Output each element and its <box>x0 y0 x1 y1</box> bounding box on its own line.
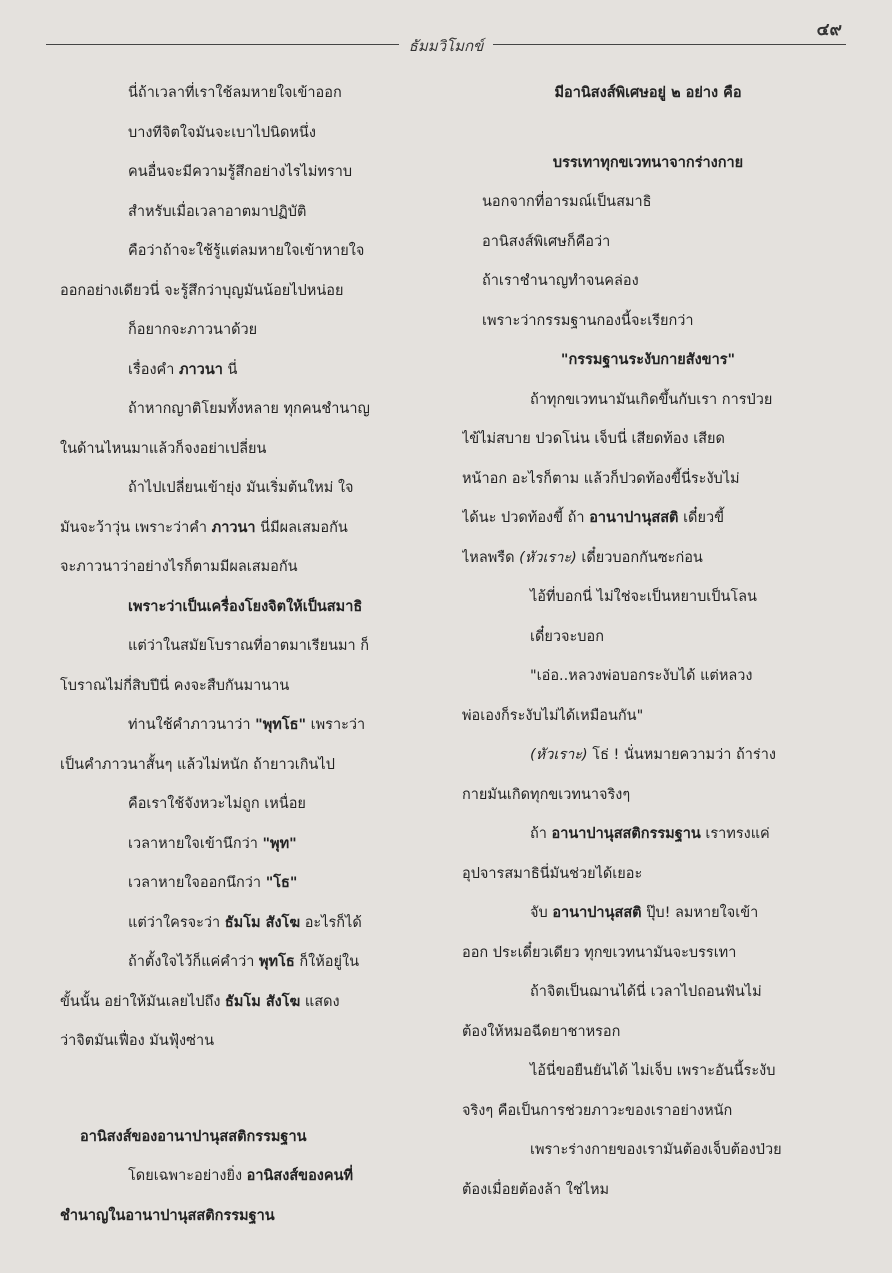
text-line: สำหรับเมื่อเวลาอาตมาปฏิบัติ <box>128 203 307 220</box>
text-line: เรื่องคำ ภาวนา นี่ <box>128 361 238 378</box>
text-line: ออก ประเดี๋ยวเดียว ทุกขเวทนามันจะบรรเทา <box>462 944 737 961</box>
header-title: ธัมมวิโมกข์ <box>399 37 494 55</box>
text-line: ท่านใช้คำภาวนาว่า "พุทโธ" เพราะว่า <box>128 717 366 733</box>
text-line: ในด้านไหนมาแล้วก็จงอย่าเปลี่ยน <box>60 440 267 457</box>
text-line: ถ้าทุกขเวทนามันเกิดขึ้นกับเรา การป่วย <box>530 391 773 408</box>
text-line: โบราณไม่กี่สิบปีนี่ คงจะสืบกันมานาน <box>60 677 290 694</box>
text-line: ไอ้ที่บอกนี่ ไม่ใช่จะเป็นหยาบเป็นโลน <box>530 589 757 605</box>
subheading: เพราะว่าเป็นเครื่องโยงจิตให้เป็นสมาธิ <box>128 598 363 615</box>
text-line: พ่อเองก็ระงับไม่ได้เหมือนกัน" <box>462 707 644 724</box>
text-line: เวลาหายใจออกนึกว่า "โธ" <box>128 875 298 891</box>
text-line: จับ อานาปานุสสติ ปุ๊บ! ลมหายใจเข้า <box>530 905 759 921</box>
text-line: แต่ว่าใครจะว่า ธัมโม สังโฆ อะไรก็ได้ <box>128 914 362 931</box>
text-line: ชำนาญในอานาปานุสสติกรรมฐาน <box>60 1207 275 1224</box>
text-line: จริงๆ คือเป็นการช่วยภาวะของเราอย่างหนัก <box>462 1102 733 1119</box>
text-line: ไข้ไม่สบาย ปวดโน่น เจ็บนี่ เสียดท้อง เสียด <box>462 431 725 447</box>
text-line: แต่ว่าในสมัยโบราณที่อาตมาเรียนมา ก็ <box>128 638 370 654</box>
text-line: กายมันเกิดทุกขเวทนาจริงๆ <box>462 786 631 803</box>
text-line: อานิสงส์พิเศษก็คือว่า <box>482 233 611 250</box>
section-heading: มีอานิสงส์พิเศษอยู่ ๒ อย่าง คือ <box>554 85 742 101</box>
text-line: ถ้าตั้งใจไว้ก็แค่คำว่า พุทโธ ก็ให้อยู่ใน <box>128 954 359 970</box>
text-line: ต้องเมื่อยต้องล้า ใช่ไหม <box>462 1181 610 1198</box>
text-line: จะภาวนาว่าอย่างไรก็ตามมีผลเสมอกัน <box>60 559 298 575</box>
text-line: ถ้า อานาปานุสสติกรรมฐาน เราทรงแค่ <box>530 826 770 842</box>
text-line: ถ้าจิตเป็นฌานได้นี่ เวลาไปถอนฟันไม่ <box>530 984 762 1000</box>
section-heading: บรรเทาทุกขเวทนาจากร่างกาย <box>552 154 744 171</box>
running-header <box>0 34 892 58</box>
text-line: โดยเฉพาะอย่างยิ่ง อานิสงส์ของคนที่ <box>128 1168 354 1184</box>
subheading: "กรรมฐานระงับกายสังขาร" <box>560 352 736 368</box>
text-line: ถ้าหากญาติโยมทั้งหลาย ทุกคนชำนาญ <box>128 401 370 417</box>
left-column <box>60 74 430 1236</box>
text-line: ได้นะ ปวดท้องขี้ ถ้า อานาปานุสสติ เดี๋ยวขี้ <box>462 510 725 526</box>
text-line: ก็อยากจะภาวนาด้วย <box>128 322 258 338</box>
text-line: เป็นคำภาวนาสั้นๆ แล้วไม่หนัก ถ้ายาวเกินไป <box>60 756 335 773</box>
text-line: เพราะร่างกายของเรามันต้องเจ็บต้องป่วย <box>530 1142 782 1158</box>
text-line: ไอ้นี่ขอยืนยันได้ ไม่เจ็บ เพราะอันนี้ระงับ <box>530 1063 776 1079</box>
text-line: เดี๋ยวจะบอก <box>530 628 604 645</box>
text-line: ว่าจิตมันเฟื่อง มันฟุ้งซ่าน <box>60 1033 214 1049</box>
spacer <box>462 114 834 144</box>
page-number: ๔๙ <box>816 20 842 40</box>
text-line: ถ้าไปเปลี่ยนเข้ายุ่ง มันเริ่มต้นใหม่ ใจ <box>128 480 354 496</box>
text-line: ออกอย่างเดียวนี่ จะรู้สึกว่าบุญมันน้อยไปหน่อย <box>60 282 344 299</box>
text-line: มันจะว้าวุ่น เพราะว่าคำ ภาวนา นี่มีผลเสมอกัน <box>60 519 348 536</box>
section-heading: อานิสงส์ของอานาปานุสสติกรรมฐาน <box>80 1128 307 1145</box>
text-line: นี่ถ้าเวลาที่เราใช้ลมหายใจเข้าออก <box>128 85 342 101</box>
text-line: ไหลพรืด (หัวเราะ) เดี๋ยวบอกกันซะก่อน <box>462 549 703 566</box>
text-line: เพราะว่ากรรมฐานกองนี้จะเรียกว่า <box>482 312 694 329</box>
text-line: คือเราใช้จังหวะไม่ถูก เหนื่อย <box>128 796 306 812</box>
text-line: คือว่าถ้าจะใช้รู้แต่ลมหายใจเข้าหายใจ <box>128 243 365 259</box>
text-line: ถ้าเราชำนาญทำจนคล่อง <box>482 273 639 289</box>
text-line: "เอ่อ..หลวงพ่อบอกระงับได้ แต่หลวง <box>530 668 753 684</box>
right-column <box>462 74 834 1210</box>
text-line: อุปจารสมาธินี่มันช่วยได้เยอะ <box>462 865 643 882</box>
text-line: เวลาหายใจเข้านึกว่า "พุท" <box>128 835 297 852</box>
text-line: (หัวเราะ) โธ่ ! นั่นหมายความว่า ถ้าร่าง <box>530 747 776 763</box>
text-line: หน้าอก อะไรก็ตาม แล้วก็ปวดท้องขี้นี่ระงับไม่ <box>462 470 740 487</box>
text-line: ขั้นนั้น อย่าให้มันเลยไปถึง ธัมโม สังโฆ แสดง <box>60 993 340 1010</box>
text-line: นอกจากที่อารมณ์เป็นสมาธิ <box>482 194 652 210</box>
text-line: บางทีจิตใจมันจะเบาไปนิดหนึ่ง <box>128 124 316 141</box>
text-line: คนอื่นจะมีความรู้สึกอย่างไรไม่ทราบ <box>128 164 353 180</box>
text-line: ต้องให้หมอฉีดยาชาหรอก <box>462 1023 621 1040</box>
spacer <box>60 1062 430 1118</box>
